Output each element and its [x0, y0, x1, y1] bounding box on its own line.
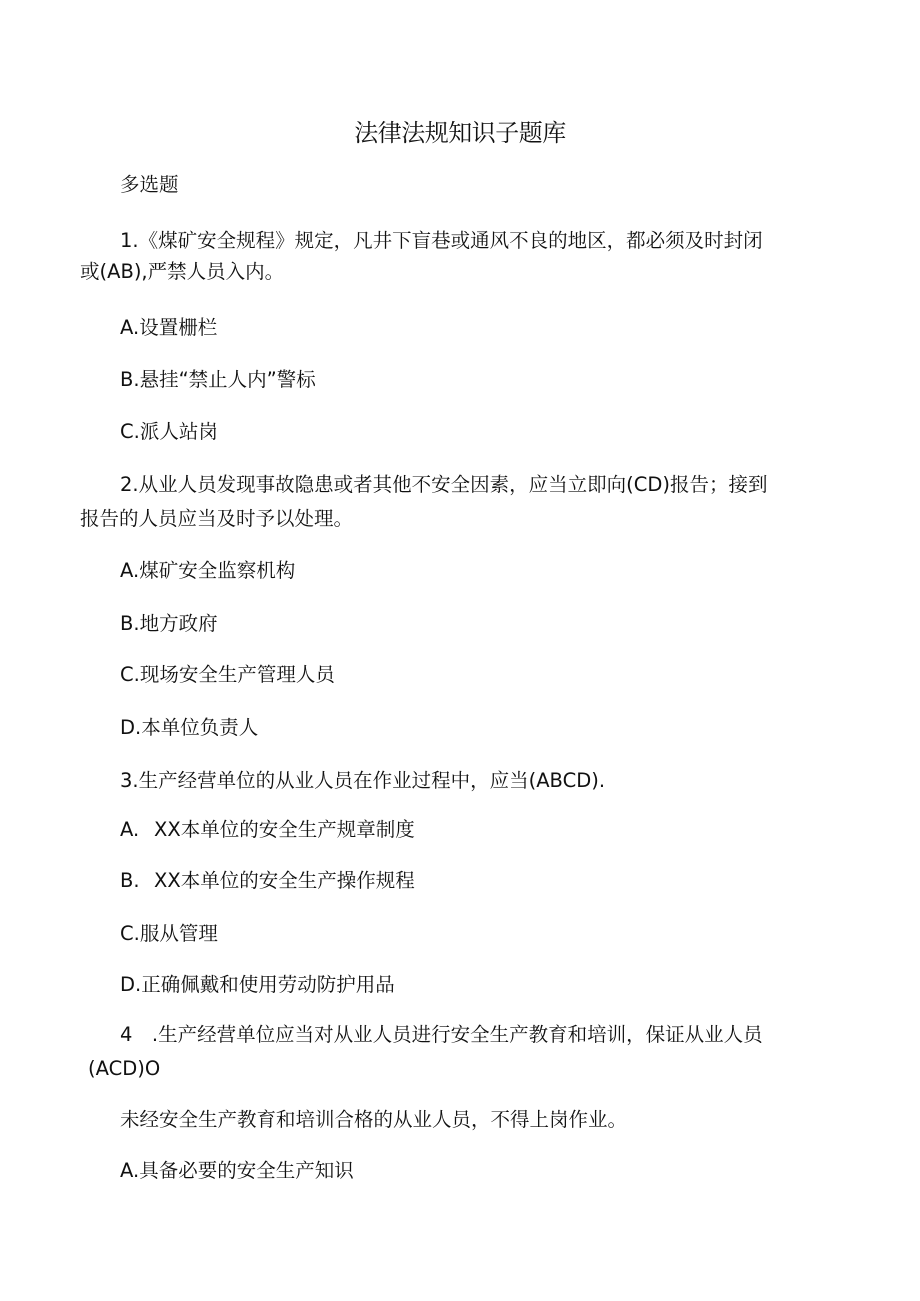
question-1-option-c: C.派人站岗: [120, 420, 218, 443]
question-1-line-2: 或(AB),严禁人员入内。: [80, 260, 285, 283]
question-3-line-1: 3.生产经营单位的从业人员在作业过程中，应当(ABCD).: [120, 769, 606, 792]
document-title: 法律法规知识子题库: [354, 119, 566, 147]
question-3-option-b: [120, 868, 415, 894]
question-3-option-b-letter: B.: [120, 869, 140, 892]
question-2-line-1: 2.从业人员发现事故隐患或者其他不安全因素，应当立即向(CD)报告；接到: [120, 473, 768, 496]
question-4-line-1: 4 .生产经营单位应当对从业人员进行安全生产教育和培训，保证从业人员: [120, 1023, 763, 1046]
question-2-option-c: C.现场安全生产管理人员: [120, 663, 335, 686]
question-4-line-2: (ACD)O: [88, 1057, 161, 1080]
question-1-line-1: 1.《煤矿安全规程》规定，凡井下盲巷或通风不良的地区，都必须及时封闭: [120, 229, 763, 252]
question-4-option-a: A.具备必要的安全生产知识: [120, 1159, 354, 1182]
question-3-option-a: [120, 817, 415, 843]
question-1-option-b: B.悬挂“禁止人内”警标: [120, 368, 316, 391]
question-2-line-2: 报告的人员应当及时予以处理。: [80, 507, 354, 530]
question-3-option-c: C.服从管理: [120, 922, 218, 945]
question-3-option-d: D.正确佩戴和使用劳动防护用品: [120, 973, 395, 996]
question-3-option-a-text: XX本单位的安全生产规章制度: [154, 818, 415, 841]
question-3-option-a-letter: A.: [120, 818, 140, 841]
question-2-option-a: A.煤矿安全监察机构: [120, 559, 296, 582]
question-3-option-b-text: XX本单位的安全生产操作规程: [154, 869, 415, 892]
question-4-line-3: 未经安全生产教育和培训合格的从业人员，不得上岗作业。: [120, 1108, 628, 1131]
question-2-option-d: D.本单位负责人: [120, 716, 259, 739]
section-heading: 多选题: [120, 173, 179, 196]
question-2-option-b: B.地方政府: [120, 612, 218, 635]
question-1-option-a: A.设置栅栏: [120, 316, 218, 339]
